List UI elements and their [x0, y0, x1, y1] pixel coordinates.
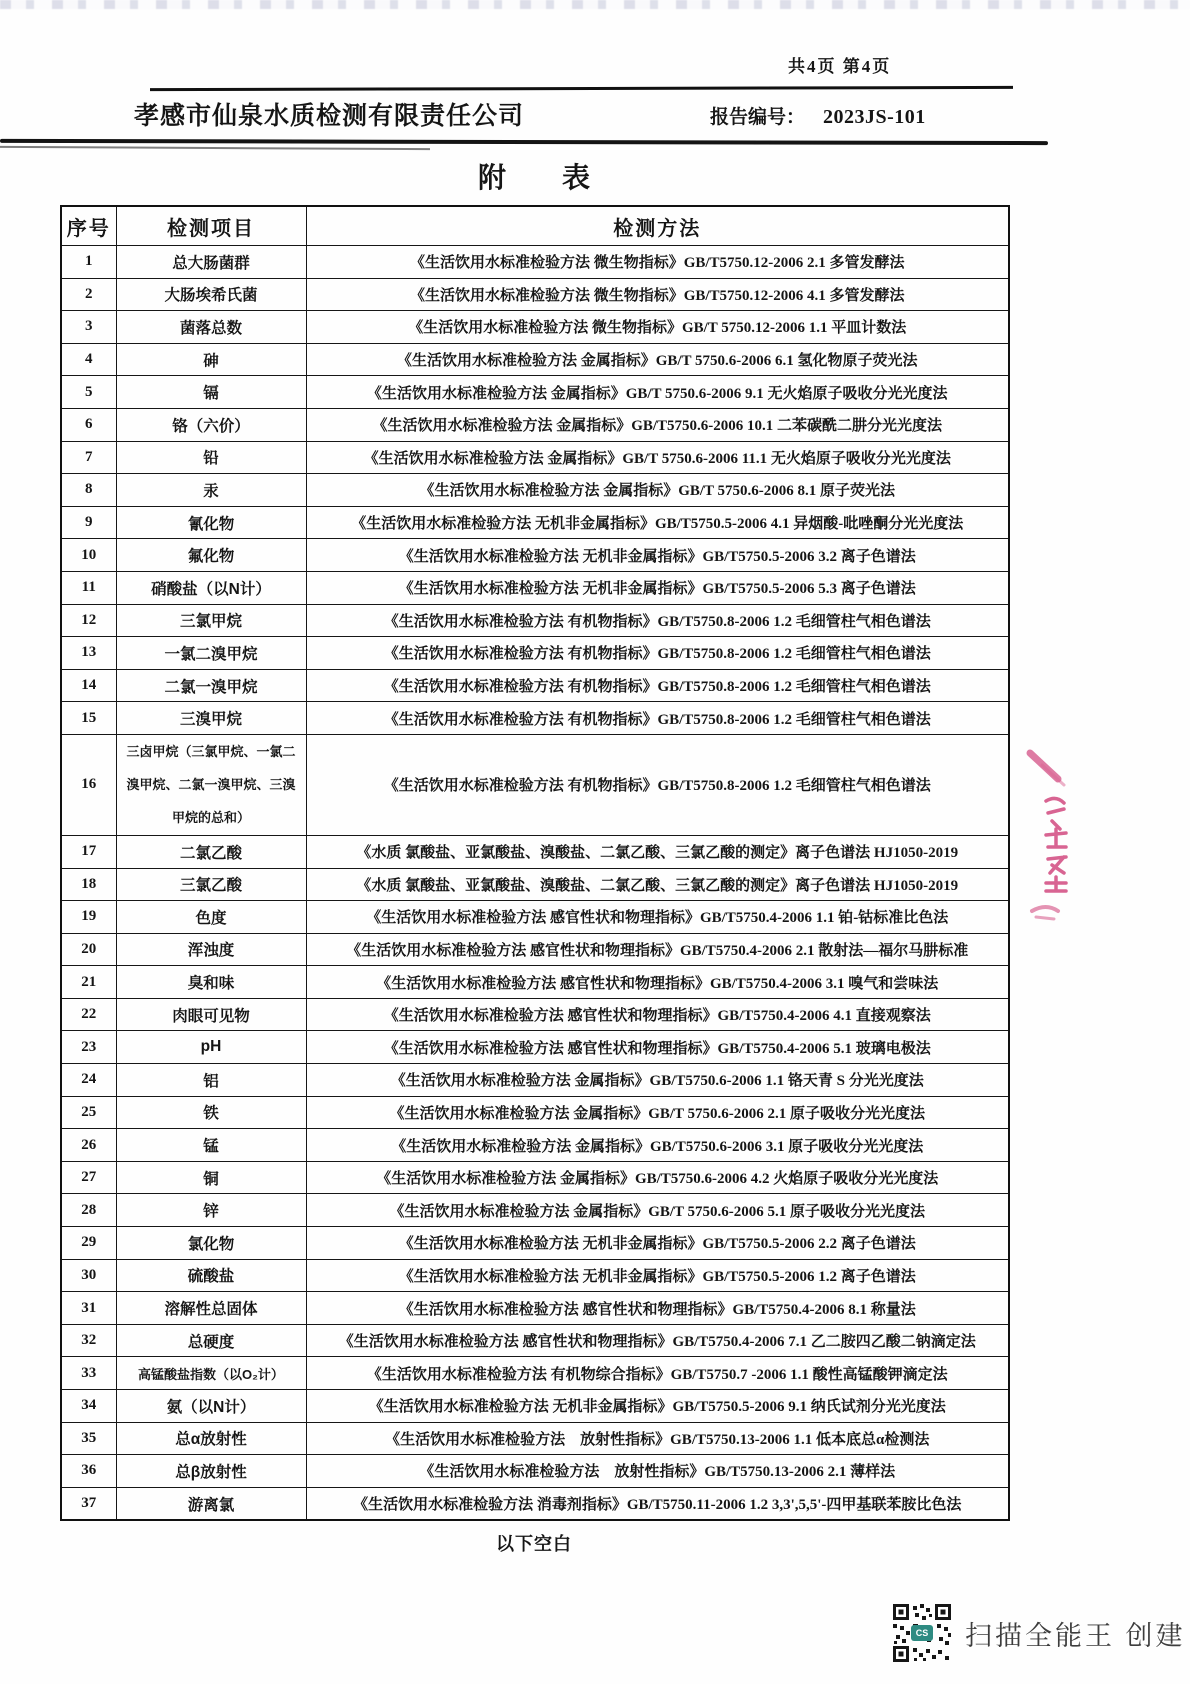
table-row: [61, 702, 1009, 735]
scan-artifact-top: [0, 0, 1190, 9]
test-item-cell: 锌: [116, 1194, 306, 1227]
table-row: [61, 539, 1009, 572]
test-item-cell: 一氯二溴甲烷: [116, 637, 306, 670]
table-row: [61, 1031, 1009, 1064]
table-row: [61, 604, 1009, 637]
row-number-cell: 7: [61, 441, 116, 474]
table-row: [61, 278, 1009, 311]
row-number-cell: 35: [61, 1422, 116, 1455]
test-item-cell: 铁: [116, 1096, 306, 1129]
test-item-cell: 臭和味: [116, 966, 306, 999]
row-number-cell: 9: [61, 506, 116, 539]
test-item-cell: 色度: [116, 901, 306, 934]
test-item-cell: 三氯乙酸: [116, 868, 306, 901]
table-row: [61, 734, 1009, 835]
table-row: [61, 966, 1009, 999]
table-row: [61, 343, 1009, 376]
table-row: [61, 868, 1009, 901]
row-number-cell: 6: [61, 408, 116, 441]
test-item-cell: 硝酸盐（以N计）: [116, 571, 306, 604]
row-number-cell: 8: [61, 474, 116, 507]
test-method-cell: 《水质 氯酸盐、亚氯酸盐、溴酸盐、二氯乙酸、三氯乙酸的测定》离子色谱法 HJ1050-2019: [306, 868, 1009, 901]
header-cell-item: 检测项目: [116, 206, 306, 246]
row-number-cell: 24: [61, 1064, 116, 1097]
test-method-cell: 《生活饮用水标准检验方法 感官性状和物理指标》GB/T5750.4-2006 8.1 称量法: [306, 1292, 1009, 1325]
table-row: [61, 246, 1009, 279]
table-row: [61, 1357, 1009, 1390]
test-item-cell: 铜: [116, 1161, 306, 1194]
page-title: 附 表: [477, 162, 590, 193]
test-item-cell: 三卤甲烷（三氯甲烷、一氯二溴甲烷、二氯一溴甲烷、三溴甲烷的总和）: [116, 734, 306, 835]
table-row: [61, 669, 1009, 702]
row-number-cell: 4: [61, 343, 116, 376]
test-item-cell: 三氯甲烷: [116, 604, 306, 637]
test-item-cell: 二氯乙酸: [116, 835, 306, 868]
test-item-cell: 氯化物: [116, 1227, 306, 1260]
row-number-cell: 23: [61, 1031, 116, 1064]
test-item-cell: 铝: [116, 1064, 306, 1097]
test-item-cell: 氟化物: [116, 539, 306, 572]
test-method-cell: 《生活饮用水标准检验方法 有机物指标》GB/T5750.8-2006 1.2 毛细管柱气相色谱法: [306, 604, 1009, 637]
test-method-cell: 《生活饮用水标准检验方法 感官性状和物理指标》GB/T5750.4-2006 7.1 乙二胺四乙酸二钠滴定法: [306, 1324, 1009, 1357]
table-row: [61, 1390, 1009, 1423]
header-cell-method: 检测方法: [306, 206, 1009, 246]
table-row: [61, 1259, 1009, 1292]
row-number-cell: 3: [61, 311, 116, 344]
row-number-cell: 10: [61, 539, 116, 572]
divider-rule: [0, 139, 1048, 145]
scanner-credit: [893, 1604, 1186, 1662]
test-method-cell: 《生活饮用水标准检验方法 金属指标》GB/T5750.6-2006 1.1 铬天青 S 分光光度法: [306, 1064, 1009, 1097]
row-number-cell: 1: [61, 246, 116, 279]
row-number-cell: 28: [61, 1194, 116, 1227]
row-number-cell: 34: [61, 1390, 116, 1423]
row-number-cell: 5: [61, 376, 116, 409]
report-number-value: 2023JS-101: [823, 106, 926, 128]
report-number-label: 报告编号：: [710, 107, 806, 128]
test-item-cell: 高锰酸盐指数（以O₂计）: [116, 1357, 306, 1390]
test-item-cell: 铅: [116, 441, 306, 474]
report-number: [710, 102, 926, 129]
test-item-cell: 铬（六价）: [116, 408, 306, 441]
row-number-cell: 32: [61, 1324, 116, 1357]
test-method-cell: 《生活饮用水标准检验方法 金属指标》GB/T 5750.6-2006 6.1 氢化物原子荧光法: [306, 343, 1009, 376]
table-row: [61, 1096, 1009, 1129]
row-number-cell: 15: [61, 702, 116, 735]
test-method-cell: 《生活饮用水标准检验方法 有机物指标》GB/T5750.8-2006 1.2 毛细管柱气相色谱法: [306, 669, 1009, 702]
qr-code-icon: [893, 1604, 951, 1662]
table-row: [61, 901, 1009, 934]
row-number-cell: 31: [61, 1292, 116, 1325]
test-method-cell: 《生活饮用水标准检验方法 感官性状和物理指标》GB/T5750.4-2006 2.1 散射法—福尔马肼标准: [306, 933, 1009, 966]
row-number-cell: 11: [61, 571, 116, 604]
page-number-info: 共4页 第4页: [788, 57, 892, 76]
table-row: [61, 933, 1009, 966]
test-item-cell: 二氯一溴甲烷: [116, 669, 306, 702]
table-row: [61, 1227, 1009, 1260]
row-number-cell: 27: [61, 1161, 116, 1194]
test-item-cell: 三溴甲烷: [116, 702, 306, 735]
row-number-cell: 2: [61, 278, 116, 311]
row-number-cell: 19: [61, 901, 116, 934]
test-item-cell: 镉: [116, 376, 306, 409]
test-method-cell: 《生活饮用水标准检验方法 金属指标》GB/T 5750.6-2006 9.1 无火焰原子吸收分光光度法: [306, 376, 1009, 409]
table-row: [61, 1292, 1009, 1325]
test-item-cell: 菌落总数: [116, 311, 306, 344]
test-item-cell: 锰: [116, 1129, 306, 1162]
table-row: [61, 311, 1009, 344]
camscanner-logo: CS: [911, 1625, 933, 1641]
table-row: [61, 506, 1009, 539]
test-method-cell: 《生活饮用水标准检验方法 有机物指标》GB/T5750.8-2006 1.2 毛细管柱气相色谱法: [306, 734, 1009, 835]
test-method-cell: 《生活饮用水标准检验方法 微生物指标》GB/T 5750.12-2006 1.1 平皿计数法: [306, 311, 1009, 344]
row-number-cell: 14: [61, 669, 116, 702]
table-row: [61, 1455, 1009, 1488]
test-method-cell: 《生活饮用水标准检验方法 有机物指标》GB/T5750.8-2006 1.2 毛细管柱气相色谱法: [306, 637, 1009, 670]
test-method-cell: 《生活饮用水标准检验方法 放射性指标》GB/T5750.13-2006 1.1 低本底总α检测法: [306, 1422, 1009, 1455]
table-row: [61, 637, 1009, 670]
test-method-cell: 《生活饮用水标准检验方法 放射性指标》GB/T5750.13-2006 2.1 薄样法: [306, 1455, 1009, 1488]
table-row: [61, 1064, 1009, 1097]
row-number-cell: 17: [61, 835, 116, 868]
table-row: [61, 376, 1009, 409]
test-item-cell: 浑浊度: [116, 933, 306, 966]
test-item-cell: pH: [116, 1031, 306, 1064]
test-table-body: [61, 246, 1009, 1521]
row-number-cell: 37: [61, 1487, 116, 1520]
header-cell-no: 序号: [61, 206, 116, 246]
test-item-cell: 总α放射性: [116, 1422, 306, 1455]
red-stamp-mark: [1012, 735, 1190, 925]
test-method-cell: 《生活饮用水标准检验方法 感官性状和物理指标》GB/T5750.4-2006 3.1 嗅气和尝味法: [306, 966, 1009, 999]
test-method-cell: 《生活饮用水标准检验方法 金属指标》GB/T5750.6-2006 10.1 二苯碳酰二肼分光光度法: [306, 408, 1009, 441]
test-method-cell: 《生活饮用水标准检验方法 无机非金属指标》GB/T5750.5-2006 5.3 离子色谱法: [306, 571, 1009, 604]
divider-rule-artifact: [0, 146, 430, 150]
table-row: [61, 571, 1009, 604]
header-rule: [150, 86, 1013, 91]
table-header-row: [61, 206, 1009, 246]
table-row: [61, 1324, 1009, 1357]
test-method-cell: 《生活饮用水标准检验方法 金属指标》GB/T 5750.6-2006 2.1 原子吸收分光光度法: [306, 1096, 1009, 1129]
test-item-cell: 总硬度: [116, 1324, 306, 1357]
row-number-cell: 12: [61, 604, 116, 637]
table-row: [61, 1422, 1009, 1455]
test-item-cell: 硫酸盐: [116, 1259, 306, 1292]
test-method-cell: 《生活饮用水标准检验方法 金属指标》GB/T 5750.6-2006 5.1 原子吸收分光光度法: [306, 1194, 1009, 1227]
row-number-cell: 26: [61, 1129, 116, 1162]
test-method-cell: 《生活饮用水标准检验方法 金属指标》GB/T 5750.6-2006 8.1 原子荧光法: [306, 474, 1009, 507]
test-method-cell: 《生活饮用水标准检验方法 无机非金属指标》GB/T5750.5-2006 9.1 纳氏试剂分光光度法: [306, 1390, 1009, 1423]
test-item-cell: 游离氯: [116, 1487, 306, 1520]
table-row: [61, 408, 1009, 441]
test-method-cell: 《生活饮用水标准检验方法 无机非金属指标》GB/T5750.5-2006 2.2 离子色谱法: [306, 1227, 1009, 1260]
company-name: 孝感市仙泉水质检测有限责任公司: [134, 102, 525, 130]
row-number-cell: 30: [61, 1259, 116, 1292]
test-method-cell: 《生活饮用水标准检验方法 金属指标》GB/T5750.6-2006 4.2 火焰原子吸收分光光度法: [306, 1161, 1009, 1194]
scanner-credit-text: 扫描全能王 创建: [965, 1620, 1186, 1651]
test-item-cell: 溶解性总固体: [116, 1292, 306, 1325]
table-row: [61, 835, 1009, 868]
test-item-cell: 大肠埃希氏菌: [116, 278, 306, 311]
row-number-cell: 33: [61, 1357, 116, 1390]
table-row: [61, 474, 1009, 507]
row-number-cell: 13: [61, 637, 116, 670]
test-method-cell: 《水质 氯酸盐、亚氯酸盐、溴酸盐、二氯乙酸、三氯乙酸的测定》离子色谱法 HJ1050-2019: [306, 835, 1009, 868]
row-number-cell: 29: [61, 1227, 116, 1260]
test-method-cell: 《生活饮用水标准检验方法 微生物指标》GB/T5750.12-2006 4.1 多管发酵法: [306, 278, 1009, 311]
blank-below-note: 以下空白: [496, 1534, 572, 1554]
test-methods-table: [60, 205, 1010, 1521]
table-row: [61, 1129, 1009, 1162]
test-method-cell: 《生活饮用水标准检验方法 消毒剂指标》GB/T5750.11-2006 1.2 3,3',5,5'-四甲基联苯胺比色法: [306, 1487, 1009, 1520]
test-item-cell: 氰化物: [116, 506, 306, 539]
row-number-cell: 18: [61, 868, 116, 901]
test-method-cell: 《生活饮用水标准检验方法 有机物指标》GB/T5750.8-2006 1.2 毛细管柱气相色谱法: [306, 702, 1009, 735]
test-method-cell: 《生活饮用水标准检验方法 有机物综合指标》GB/T5750.7 -2006 1.1 酸性高锰酸钾滴定法: [306, 1357, 1009, 1390]
test-item-cell: 汞: [116, 474, 306, 507]
test-method-cell: 《生活饮用水标准检验方法 感官性状和物理指标》GB/T5750.4-2006 4.1 直接观察法: [306, 998, 1009, 1031]
table-row: [61, 1194, 1009, 1227]
test-item-cell: 总大肠菌群: [116, 246, 306, 279]
test-item-cell: 总β放射性: [116, 1455, 306, 1488]
table-row: [61, 1487, 1009, 1520]
row-number-cell: 25: [61, 1096, 116, 1129]
test-method-cell: 《生活饮用水标准检验方法 无机非金属指标》GB/T5750.5-2006 4.1 异烟酸-吡唑酮分光光度法: [306, 506, 1009, 539]
table-row: [61, 441, 1009, 474]
test-method-cell: 《生活饮用水标准检验方法 微生物指标》GB/T5750.12-2006 2.1 多管发酵法: [306, 246, 1009, 279]
row-number-cell: 20: [61, 933, 116, 966]
test-method-cell: 《生活饮用水标准检验方法 无机非金属指标》GB/T5750.5-2006 3.2 离子色谱法: [306, 539, 1009, 572]
test-method-cell: 《生活饮用水标准检验方法 金属指标》GB/T5750.6-2006 3.1 原子吸收分光光度法: [306, 1129, 1009, 1162]
test-item-cell: 肉眼可见物: [116, 998, 306, 1031]
row-number-cell: 16: [61, 734, 116, 835]
test-method-cell: 《生活饮用水标准检验方法 无机非金属指标》GB/T5750.5-2006 1.2 离子色谱法: [306, 1259, 1009, 1292]
row-number-cell: 21: [61, 966, 116, 999]
test-method-cell: 《生活饮用水标准检验方法 感官性状和物理指标》GB/T5750.4-2006 1.1 铂-钴标准比色法: [306, 901, 1009, 934]
test-method-cell: 《生活饮用水标准检验方法 金属指标》GB/T 5750.6-2006 11.1 无火焰原子吸收分光光度法: [306, 441, 1009, 474]
table-row: [61, 998, 1009, 1031]
row-number-cell: 22: [61, 998, 116, 1031]
table-row: [61, 1161, 1009, 1194]
test-item-cell: 氨（以N计）: [116, 1390, 306, 1423]
test-method-cell: 《生活饮用水标准检验方法 感官性状和物理指标》GB/T5750.4-2006 5.1 玻璃电极法: [306, 1031, 1009, 1064]
test-item-cell: 砷: [116, 343, 306, 376]
row-number-cell: 36: [61, 1455, 116, 1488]
